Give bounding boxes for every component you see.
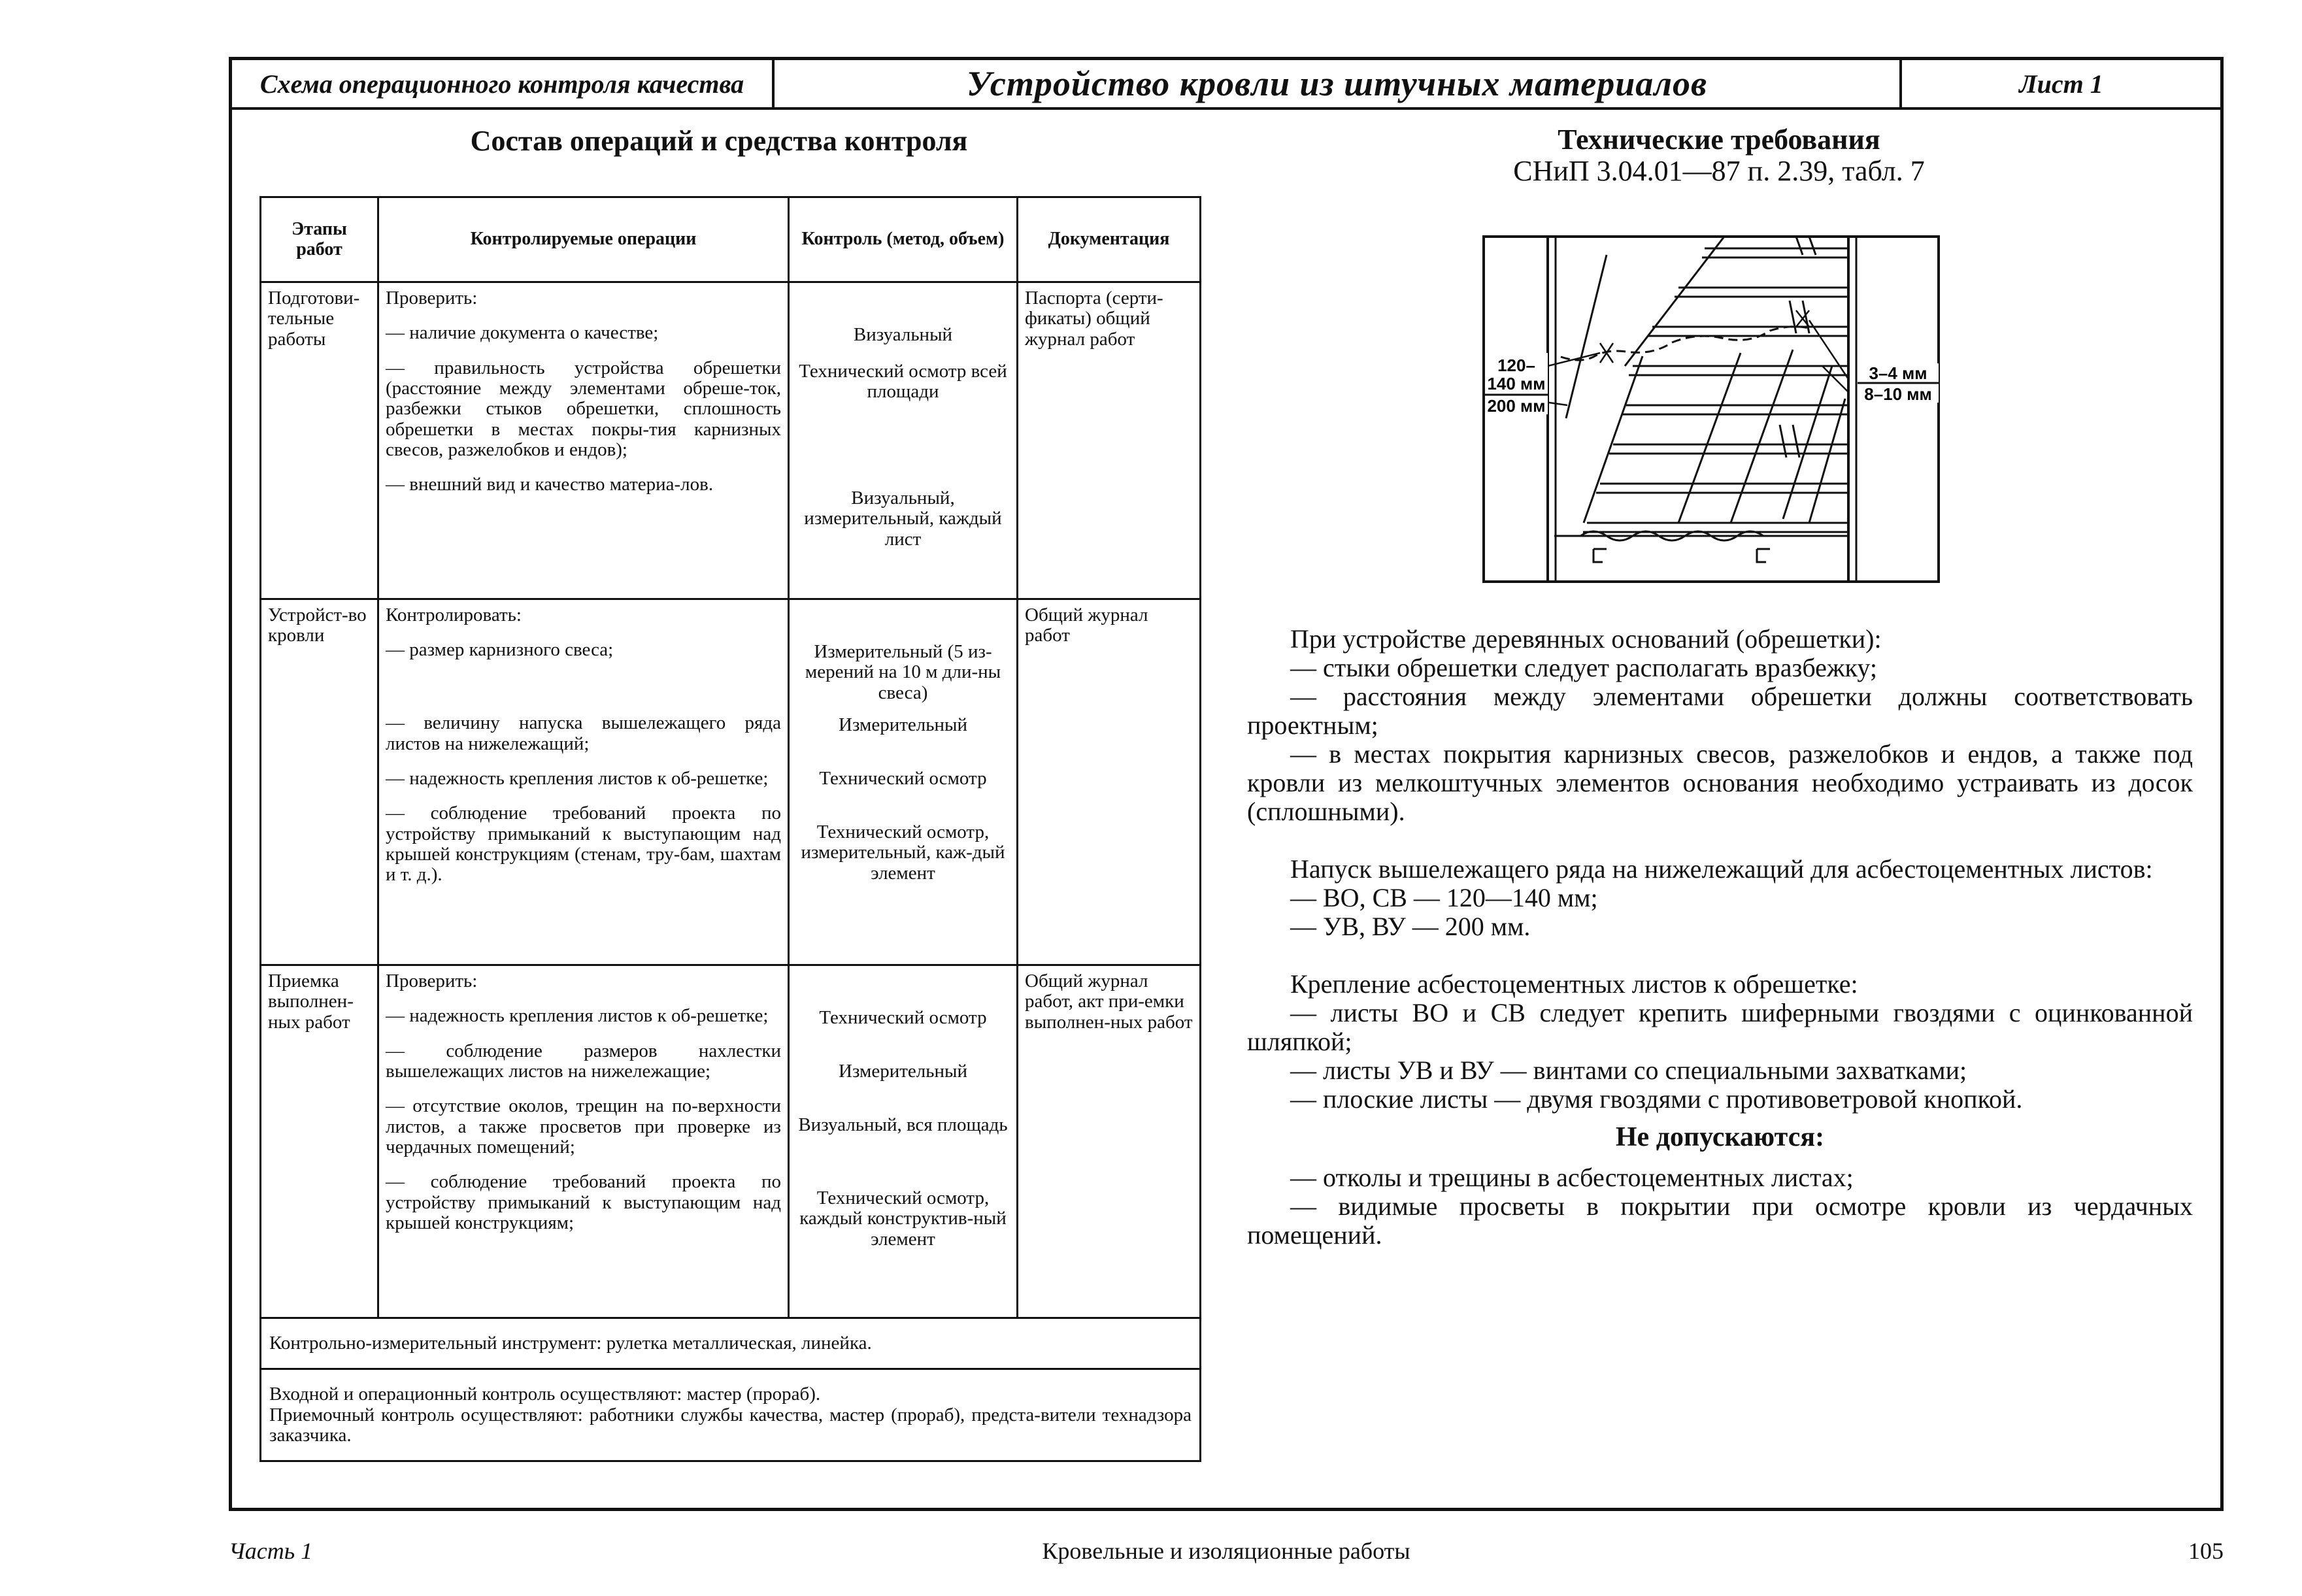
prohibited-title: Не допускаются: (1615, 1122, 1825, 1152)
req-paragraph: — расстояния между элементами обрешетки должны соответствовать проектным; (1247, 682, 2193, 740)
requirements-reference: СНиП 3.04.01—87 п. 2.39, табл. 7 (1513, 155, 1925, 188)
operation-item: — надежность крепления листов к об-решетке; (386, 767, 769, 789)
control-method: Технический осмотр, измерительный, каж-дый элемент (801, 822, 1005, 884)
control-cell (789, 599, 1018, 965)
documentation-cell: Паспорта (серти-фикаты) общий журнал работ (1018, 282, 1201, 599)
header-scheme-title: Схема операционного контроля качества (232, 60, 775, 107)
operations-intro: Проверить: (386, 288, 478, 308)
table-row (261, 1318, 1201, 1369)
control-method: Технический осмотр, каждый конструктив-ный элемент (799, 1188, 1007, 1250)
instrument-note: Контрольно-измерительный инструмент: рулетка металлическая, линейка. (261, 1318, 1201, 1369)
operation-item: — внешний вид и качество материа-лов. (386, 474, 714, 495)
operation-item: — наличие документа о качестве; (386, 322, 659, 344)
operations-cell (378, 282, 789, 599)
req-paragraph: Крепление асбестоцементных листов к обрешетке: (1290, 969, 1858, 999)
control-method: Технический осмотр (819, 1007, 987, 1028)
req-paragraph: — стыки обрешетки следует располагать вразбежку; (1290, 653, 1877, 682)
control-cell (789, 965, 1018, 1318)
gap-label-2: 8–10 мм (1864, 384, 1932, 404)
operation-item: — соблюдение требований проекта по устройству примыканий к выступающим над крышей конструкциям (стенам, тру-бам, шахтам и т. д.). (386, 803, 781, 886)
overlap-label-3: 200 мм (1487, 396, 1546, 416)
control-method: Измерительный (839, 1061, 967, 1082)
req-paragraph: — листы ВО и СВ следует крепить шиферными гвоздями с оцинкованной шляпкой; (1247, 998, 2193, 1056)
header-document-title: Устройство кровли из штучных материалов (775, 60, 1902, 107)
operations-table (259, 196, 1201, 1462)
control-cell (789, 282, 1018, 599)
control-responsibility-note (261, 1369, 1201, 1461)
operation-item: — надежность крепления листов к об-решетке; (386, 1005, 769, 1027)
operation-item: — величину напуска вышележащего ряда листов на нижележащий; (386, 712, 781, 754)
documentation-cell: Общий журнал работ, акт при-емки выполнен-ных работ (1018, 965, 1201, 1318)
control-method: Визуальный (853, 324, 953, 345)
requirements-title: Технические требования (1558, 124, 1880, 156)
req-paragraph: Напуск вышележащего ряда на нижележащий для асбестоцементных листов: (1290, 854, 2153, 884)
control-method: Технический осмотр всей площади (799, 361, 1007, 403)
gap-label-1: 3–4 мм (1869, 363, 1927, 383)
col-header-operations: Контролируемые операции (378, 197, 789, 282)
operation-item: — отсутствие околов, трещин на по-верхности листов, а также просветов при проверке из чердачных помещений; (386, 1095, 781, 1157)
col-header-documentation: Документация (1018, 197, 1201, 282)
col-header-control: Контроль (метод, объем) (789, 197, 1018, 282)
operation-item: — соблюдение размеров нахлестки вышележащих листов на нижележащие; (386, 1040, 781, 1082)
control-method: Измерительный (5 из-мерений на 10 м дли-ны свеса) (805, 641, 1001, 703)
footer-section-title: Кровельные и изоляционные работы (1042, 1538, 1410, 1564)
operation-item: — размер карнизного свеса; (386, 639, 614, 661)
control-method: Технический осмотр (819, 768, 987, 789)
req-paragraph: — плоские листы — двумя гвоздями с противоветровой кнопкой. (1290, 1084, 2023, 1114)
control-method: Визуальный, измерительный, каждый лист (804, 488, 1002, 550)
control-method: Визуальный, вся площадь (798, 1114, 1008, 1135)
req-paragraph: — в местах покрытия карнизных свесов, разжелобков и ендов, а также под кровли из мелкоштучных элементов основания необходимо устраивать из досок (сплошными). (1247, 739, 2193, 826)
roof-sheathing-diagram (1482, 235, 1940, 583)
req-paragraph: — листы УВ и ВУ — винтами со специальными захватками; (1290, 1056, 1967, 1085)
operations-intro: Проверить: (386, 971, 478, 991)
documentation-cell: Общий журнал работ (1018, 599, 1201, 965)
overlap-label-2: 140 мм (1487, 374, 1546, 393)
operation-item: — соблюдение требований проекта по устройству примыканий к выступающим над крышей конструкциям; (386, 1171, 781, 1233)
operations-intro: Контролировать: (386, 605, 522, 625)
stage-cell: Устройст-во кровли (261, 599, 378, 965)
operations-cell (378, 965, 789, 1318)
operations-cell (378, 599, 789, 965)
page-number: 105 (2188, 1538, 2224, 1564)
table-header-row (261, 197, 1201, 282)
req-paragraph: При устройстве деревянных оснований (обрешетки): (1290, 624, 1882, 654)
table-row (261, 282, 1201, 599)
overlap-label-1: 120– (1497, 356, 1535, 375)
requirements-text (1247, 625, 2193, 1250)
acceptance-control-text: Приемочный контроль осуществляют: работники службы качества, мастер (прораб), предста-вители технадзора заказчика. (269, 1404, 1192, 1446)
stage-cell: Подготови-тельные работы (261, 282, 378, 599)
operations-section-title: Состав операций и средства контроля (470, 125, 968, 157)
control-method: Измерительный (839, 714, 967, 735)
table-row (261, 599, 1201, 965)
table-row (261, 1369, 1201, 1461)
operation-item: — правильность устройства обрешетки (расстояние между элементами обреше-ток, разбежки стыков обрешетки, сплошность обрешетки в местах покры-тия карнизных свесов, разжелобков и ендов); (386, 357, 781, 460)
table-row (261, 965, 1201, 1318)
stage-cell: Приемка выполнен-ных работ (261, 965, 378, 1318)
prohibited-item: — отколы и трещины в асбестоцементных листах; (1290, 1163, 1854, 1192)
prohibited-item: — видимые просветы в покрытии при осмотре кровли из чердачных помещений. (1247, 1191, 2193, 1250)
header-sheet-number: Лист 1 (2019, 69, 2103, 99)
requirements-title-block (1373, 124, 2065, 188)
header-bar (232, 60, 2220, 110)
col-header-stage: Этапы работ (261, 197, 378, 282)
incoming-control-text: Входной и операционный контроль осуществляют: мастер (прораб). (269, 1384, 821, 1405)
footer-part: Часть 1 (229, 1538, 313, 1564)
page-footer (229, 1537, 2224, 1570)
req-paragraph: — ВО, СВ — 120—140 мм; (1290, 883, 1598, 912)
req-paragraph: — УВ, ВУ — 200 мм. (1290, 912, 1531, 941)
